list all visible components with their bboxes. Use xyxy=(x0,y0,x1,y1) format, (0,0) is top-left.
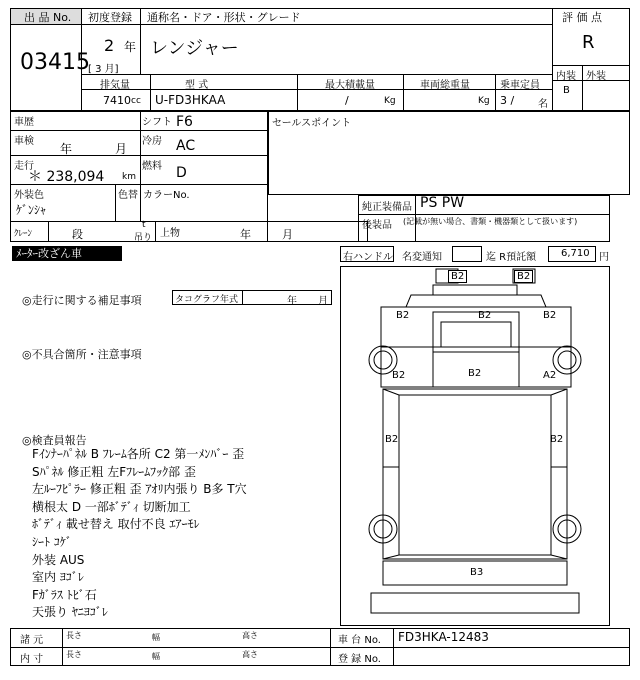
fuel-label: 燃料 xyxy=(142,161,162,172)
capacity-value: 3 / xyxy=(500,94,515,107)
inspector-line: 横根太 D 一部ﾎﾞﾃﾞｨ 切断加工 xyxy=(32,499,191,514)
inspection-year-unit: 年 xyxy=(60,142,73,156)
crane-stage: 段 xyxy=(72,228,83,241)
crane-row xyxy=(10,221,368,242)
label-top-left-mirror: B2 xyxy=(448,270,467,283)
deposit-value: 6,710 xyxy=(561,248,590,259)
inspector-line: ｼｰﾄ ｺｹﾞ xyxy=(32,534,72,549)
crane-ton: t xyxy=(142,220,146,230)
height-label: 高さ xyxy=(242,631,258,640)
width-label-2: 幅 xyxy=(152,652,160,661)
aircon-value: AC xyxy=(176,138,196,154)
name-label: 通称名・ドア・形状・グレード xyxy=(147,11,301,24)
label-cab-right: B2 xyxy=(543,310,557,321)
lot-number: 03415 xyxy=(20,50,90,75)
rating-label: 評 価 点 xyxy=(562,11,602,24)
equipment-label: 純正装備品 xyxy=(362,202,412,213)
inspector-line: Fｶﾞﾗｽ ﾄﾋﾞ石 xyxy=(32,587,97,602)
fuel-value: D xyxy=(176,165,187,181)
car-name: レンジャー xyxy=(150,38,239,59)
chassis-value: FD3HKA-12483 xyxy=(398,630,489,644)
steering-value: 右ハンドル xyxy=(343,252,393,263)
interior-dims-label: 内 寸 xyxy=(20,654,44,665)
shift-label: シフト xyxy=(142,117,172,128)
inspector-line: Fｲﾝﾅｰﾊﾟﾈﾙ B ﾌﾚｰﾑ各所 C2 第一ﾒﾝﾊﾞｰ 歪 xyxy=(32,447,245,461)
history-label: 車歴 xyxy=(14,117,34,128)
bed-month: 月 xyxy=(282,228,293,241)
max-load-label: 最大積載量 xyxy=(325,80,375,91)
color-number-label: カラーNo. xyxy=(143,190,190,201)
deadline-deposit-label: 迄 R預託額 xyxy=(486,252,537,263)
interior-label: 内装 xyxy=(556,71,576,82)
bed-year: 年 xyxy=(240,228,251,241)
aftermarket-label: 後装品 xyxy=(362,220,392,231)
dims-label: 諸 元 xyxy=(20,635,44,646)
aircon-label: 冷房 xyxy=(142,136,162,147)
label-cab-mid: B2 xyxy=(478,310,492,321)
equipment-value: PS PW xyxy=(420,195,465,211)
label-side-mid: B2 xyxy=(468,368,482,379)
color-change-label: 色替 xyxy=(118,190,138,201)
chassis-label: 車 台 No. xyxy=(338,635,381,646)
shift-value: F6 xyxy=(176,114,193,130)
deposit-unit: 円 xyxy=(599,252,609,263)
inspection-label: 車検 xyxy=(14,136,34,147)
max-load-value: / xyxy=(345,94,349,107)
width-label: 幅 xyxy=(152,633,160,642)
inspector-line: 室内 ﾖｺﾞﾚ xyxy=(32,570,84,585)
mileage-unit: km xyxy=(122,172,136,182)
gross-weight-label: 車両総重量 xyxy=(420,80,470,91)
mileage-label: 走行 xyxy=(14,161,34,172)
meter-tampered-banner: ﾒｰﾀｰ改ざん車 xyxy=(12,246,122,261)
rating-value: R xyxy=(582,32,595,53)
inspector-line: 外装 AUS xyxy=(32,552,85,567)
label-rear: B3 xyxy=(470,567,484,578)
color-label: 外装色 xyxy=(14,190,44,201)
exterior-label: 外装 xyxy=(586,71,606,82)
reg-year-unit: 年 xyxy=(124,40,137,54)
bed-label: 上物 xyxy=(160,228,180,239)
label-side-right: A2 xyxy=(543,370,557,381)
lot-label: 出 品 No. xyxy=(24,11,72,24)
name-change-box xyxy=(452,246,482,262)
inspector-title: ◎検査員報告 xyxy=(22,434,87,447)
registration-label: 登 録 No. xyxy=(338,654,381,665)
tacho-month: 月 xyxy=(318,296,328,307)
aftermarket-note: (記載が無い場合、書類・機器類として扱います) xyxy=(403,217,578,226)
inspector-line: 左ﾙｰﾌﾋﾟﾗｰ 修正粗 歪 ｱｵﾘ内張り B多 T穴 xyxy=(32,482,247,497)
supplement-title: ◎走行に関する補足事項 xyxy=(22,294,142,307)
max-load-unit: Kg xyxy=(384,96,396,106)
length-label: 長さ xyxy=(66,631,82,640)
defect-title: ◎不具合箇所・注意事項 xyxy=(22,348,142,361)
inspector-report xyxy=(32,446,247,622)
interior-grade: B xyxy=(563,85,570,96)
height-label-2: 高さ xyxy=(242,650,258,659)
gross-weight-unit: Kg xyxy=(478,96,490,106)
label-top-right-mirror: B2 xyxy=(514,270,533,283)
label-side-left: B2 xyxy=(392,370,406,381)
color-value: ｹﾞﾝｼｬ xyxy=(16,203,47,217)
mileage-value: ＊ 238,094 xyxy=(28,169,105,185)
crane-label: ｸﾚｰﾝ xyxy=(14,229,33,239)
label-bed-right: B2 xyxy=(550,434,564,445)
inspector-line: 天張り ﾔﾆﾖｺﾞﾚ xyxy=(32,605,108,620)
tacho-year: 年 xyxy=(287,296,297,307)
reg-year: 2 xyxy=(104,36,115,55)
length-label-2: 長さ xyxy=(66,650,82,659)
label-cab-left: B2 xyxy=(396,310,410,321)
selling-points-label: セールスポイント xyxy=(272,118,352,129)
displacement-label: 排気量 xyxy=(100,80,130,91)
capacity-unit: 名 xyxy=(538,99,548,110)
name-change-label: 名変通知 xyxy=(402,252,442,263)
inspector-line: Sﾊﾟﾈﾙ 修正粗 左Fﾌﾚｰﾑﾌｯｸ部 歪 xyxy=(32,464,196,479)
reg-month: [ 3 月] xyxy=(88,64,119,75)
displacement-value: 7410 xyxy=(103,94,131,107)
inspection-month-unit: 月 xyxy=(115,142,128,156)
label-bed-left: B2 xyxy=(385,434,399,445)
displacement-unit: cc xyxy=(131,96,141,106)
first-reg-label: 初度登録 xyxy=(88,11,132,24)
model-label: 型 式 xyxy=(185,80,209,91)
capacity-label: 乗車定員 xyxy=(500,80,540,91)
model-value: U-FD3HKAA xyxy=(155,93,226,107)
crane-lift: 吊り xyxy=(134,233,153,243)
inspector-line: ﾎﾞﾃﾞｨ 載せ替え 取付不良 ｴｱｰﾓﾚ xyxy=(32,517,200,532)
tacho-label: タコグラフ年式 xyxy=(175,295,239,305)
